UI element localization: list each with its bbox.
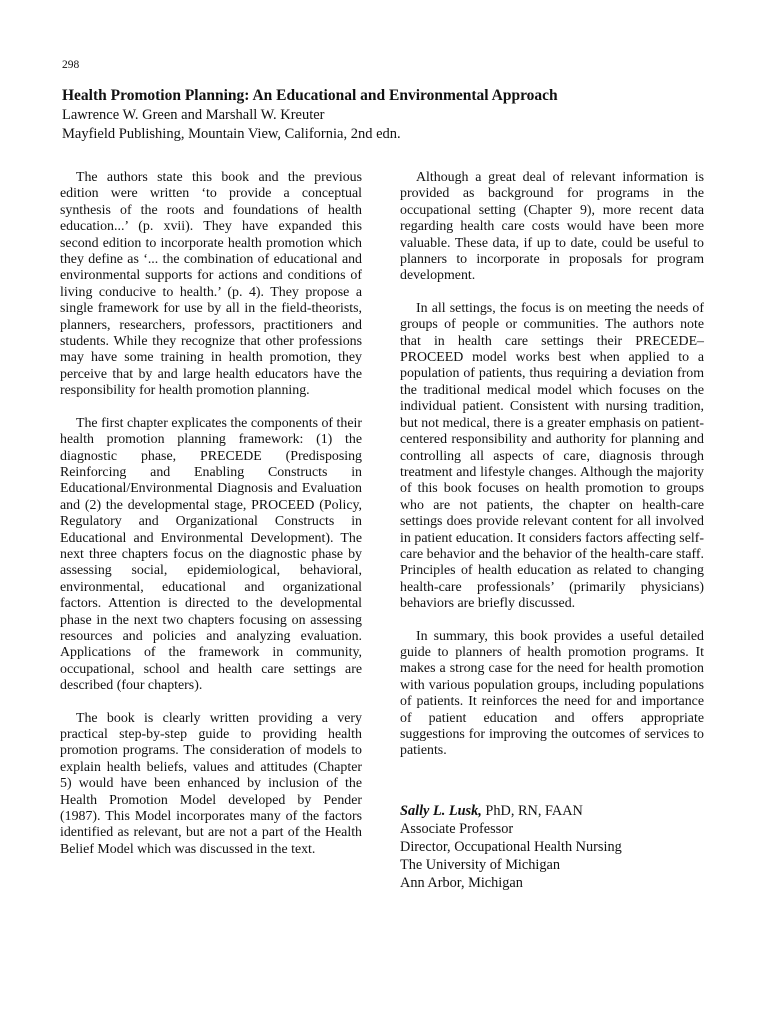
reviewer-location: Ann Arbor, Michigan [400,875,523,891]
paragraph: The first chapter explicates the components of their health promotion planning framework: (1) the diagnostic phase, PRECEDE (Predisposing Reinforcing and Enabling Constructs in Educational/Environmental Diagnosis and Evaluation and (2) the developmental stage, PROCEED (Policy, Regulatory and Organizational Constructs in Educational and Environmental Development). The next three chapters focus on the diagnostic phase by assessing social, epidemiological, behavioral, environmental, educational and organizational factors. Attention is directed to the developmental phase in the next two chapters focusing on assessing resources and policies and analyzing evaluation. Applications of the framework in community, occupational, school and health care settings are described (four chapters). [60,415,362,694]
right-column [400,170,704,776]
left-column [60,170,362,874]
paragraph: In summary, this book provides a useful detailed guide to planners of health promotion programs. It makes a strong case for the need for health promotion with various population groups, including populations of patients. It reinforces the need for and importance of patient education and offers appropriate suggestions for improving the outcomes of services to patients. [400,628,704,759]
paragraph: The book is clearly written providing a very practical step-by-step guide to providing health promotion programs. The consideration of models to explain health beliefs, values and attitudes (Chapter 5) would have been enhanced by inclusion of the Health Promotion Model developed by Pender (1987). This Model incorporates many of the factors identified as relevant, but are not a part of the Health Belief Model which was discussed in the text. [60,710,362,857]
reviewer-role: Director, Occupational Health Nursing [400,839,622,855]
reviewer-signature [400,802,720,892]
paragraph: The authors state this book and the previous edition were written ‘to provide a conceptual synthesis of the roots and foundations of health education...’ (p. xvii). They have expanded this second edition to incorporate health promotion which they define as ‘... the combination of educational and environmental supports for actions and conditions of living conducive to health.’ (p. 4). They propose a single framework for use by all in the field-theorists, planners, researchers, professors, practitioners and students. While they recognize that other professions may have some training in health promotion, they perceive that by and large health educators have the responsibility for health promotion planning. [60,170,362,399]
paragraph: In all settings, the focus is on meeting the needs of groups of people or communities. The authors note that in health care settings their PRECEDE–PROCEED model works best when applied to a population of patients, thus requiring a deviation from the traditional medical model which focuses on the individual patient. Consistent with nursing tradition, but not medical, there is a greater emphasis on patient-centered responsibility and authority for planning and controlling all aspects of care, diagnosis through treatment and lifestyle changes. Although the majority of this book focuses on health promotion to groups who are not patients, the chapter on health-care settings does provide relevant content for all involved in patient education. It considers factors affecting self-care behavior and the behavior of the health-care staff. Principles of health education as related to changing health-care professionals’ (primarily physicians) behaviors are briefly discussed. [400,300,704,612]
review-header [62,86,722,144]
reviewer-line [400,802,720,820]
book-title: Health Promotion Planning: An Educational and Environmental Approach [62,87,558,104]
book-publisher: Mayfield Publishing, Mountain View, California, 2nd edn. [62,126,401,142]
page-number: 298 [62,59,80,71]
reviewer-institution: The University of Michigan [400,857,561,873]
reviewer-position: Associate Professor [400,821,514,837]
paragraph: Although a great deal of relevant information is provided as background for programs in the occupational setting (Chapter 9), more recent data regarding health care costs would have been more valuable. These data, if up to date, could be useful to planners to incorporate in proposals for program development. [400,170,704,284]
reviewer-credentials: PhD, RN, FAAN [481,803,583,819]
reviewer-name: Sally L. Lusk, [400,803,482,819]
book-authors: Lawrence W. Green and Marshall W. Kreuter [62,107,325,123]
